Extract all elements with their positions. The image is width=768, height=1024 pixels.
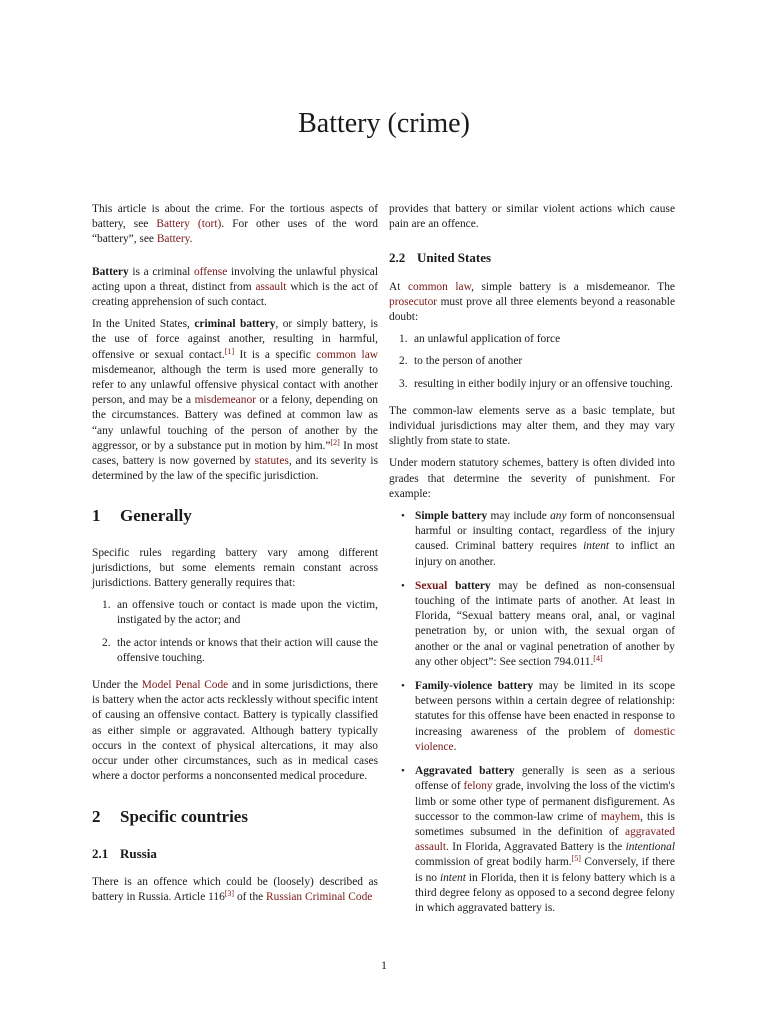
list-item-text: to the person of another <box>414 355 523 368</box>
text: which is the act of creating apprehension of such contact. <box>92 280 378 309</box>
text: , simple battery is a misdemeanor. The <box>471 280 675 293</box>
section-heading-specific-countries <box>92 806 378 826</box>
text: involving the unlawful physical acting upon a threat, distinct from <box>92 265 378 293</box>
template-paragraph: The common-law elements serve as a basic template, but individual jurisdictions may alter them, and they may vary slightly from state to state. <box>389 404 675 448</box>
text: At <box>389 280 408 293</box>
text: in Florida, then it is felony battery which is a third degree felony as opposed to a second degree felony in which aggravated battery is. <box>415 871 675 914</box>
term-battery: Battery <box>92 265 129 278</box>
us-overview-paragraph <box>92 317 378 484</box>
list-item-text: the actor intends or knows that their action will cause the offensive touching. <box>117 636 378 664</box>
subsection-heading-russia <box>92 846 378 861</box>
citation-5[interactable]: [5] <box>571 854 581 864</box>
citation-3[interactable]: [3] <box>224 889 235 899</box>
text: . <box>453 740 457 753</box>
section-number: 2 <box>92 806 101 826</box>
text: . For other uses of the word “battery”, see <box>92 218 378 246</box>
link-assault[interactable]: assault <box>255 280 287 293</box>
link-common-law[interactable]: common law <box>316 348 378 361</box>
us-elements-list <box>389 332 675 392</box>
link-battery[interactable]: Battery <box>156 233 190 246</box>
bullet-icon: • <box>401 765 405 778</box>
citation-4[interactable]: [4] <box>593 653 603 663</box>
us-common-law-paragraph <box>389 280 675 326</box>
text: to inflict an injury on another. <box>415 540 675 568</box>
link-aggravated-assault[interactable]: aggravated assault <box>415 825 675 854</box>
term: Aggravated battery <box>415 765 515 778</box>
link-russian-criminal-code[interactable]: Russian Criminal Code <box>266 891 373 904</box>
text: This article is about the crime. For the tortious aspects of battery, see <box>92 203 378 231</box>
text: In most cases, battery is now governed by <box>92 439 378 468</box>
list-item-text: resulting in either bodily injury or an offensive touching. <box>414 377 673 390</box>
left-column <box>92 202 378 912</box>
list-item-simple-battery <box>389 509 675 570</box>
link-battery-tort[interactable]: Battery (tort) <box>156 218 222 231</box>
section-title: Specific countries <box>120 806 248 826</box>
section-title: Generally <box>120 506 192 526</box>
list-marker: 3. <box>399 377 408 390</box>
text: commission of great bodily harm. <box>415 856 572 869</box>
text: It is a specific <box>234 348 317 361</box>
term: Simple battery <box>415 510 488 523</box>
list-item <box>389 332 675 347</box>
generally-paragraph: Specific rules regarding battery vary among different jurisdictions, but some elements remain constant across jurisdictions. Battery generally requires that: <box>92 546 378 590</box>
elements-list <box>92 598 378 666</box>
list-marker: 2. <box>102 636 111 649</box>
link-sexual[interactable]: Sexual <box>415 579 448 592</box>
subsection-title: Russia <box>120 845 157 861</box>
term-criminal-battery: criminal battery <box>194 318 276 331</box>
list-item <box>92 636 378 666</box>
list-item-sexual-battery <box>389 579 675 670</box>
link-prosecutor[interactable]: prosecutor <box>389 295 438 308</box>
section-heading-generally <box>92 506 378 526</box>
text: Conversely, if there is no <box>415 856 675 884</box>
list-marker: 1. <box>102 599 111 612</box>
page-number: 1 <box>381 958 387 972</box>
term: battery <box>447 579 491 592</box>
subsection-title: United States <box>417 250 492 266</box>
emphasis: any <box>550 510 567 523</box>
text: , and its severity is determined by the law of the specific jurisdiction. <box>92 455 379 483</box>
bullet-icon: • <box>401 680 405 693</box>
citation-1[interactable]: [1] <box>224 346 235 356</box>
list-marker: 1. <box>399 333 408 346</box>
text: misdemeanor, although the term is used more generally to refer to any unlawful offensive physical contact with another person, and may be a <box>92 363 378 407</box>
link-common-law[interactable]: common law <box>407 280 472 293</box>
emphasis: intentional <box>625 841 675 854</box>
statutory-grades-paragraph: Under modern statutory schemes, battery is often divided into grades that determine the severity of punishment. For example: <box>389 457 675 500</box>
text: . In Florida, Aggravated Battery is the <box>446 841 626 854</box>
text: may be defined as non-consensual touching of the intimate parts of another. At least in Florida, “Sexual battery means oral, anal, or vaginal penetration by, or union with, the sexual organ of another or the anal or vaginal penetration of another by any other object”: See section 794.011. <box>415 579 675 668</box>
subsection-number: 2.1 <box>92 845 109 861</box>
text: . <box>189 233 193 246</box>
link-statutes[interactable]: statutes <box>254 455 289 468</box>
model-penal-code-paragraph <box>92 678 378 784</box>
list-item-text: an unlawful application of force <box>414 333 561 346</box>
text: of the <box>234 891 267 904</box>
text: generally is seen as a serious offense of <box>415 765 675 793</box>
list-item-text: an offensive touch or contact is made upon the victim, instigated by the actor; and <box>117 599 378 627</box>
right-column <box>389 202 675 925</box>
subsection-heading-united-states <box>389 250 675 265</box>
link-offense[interactable]: offense <box>193 265 228 278</box>
emphasis: intent <box>583 540 610 553</box>
text: In the United States, <box>92 318 195 331</box>
article-title: Battery (crime) <box>298 108 470 139</box>
citation-2[interactable]: [2] <box>330 437 340 447</box>
text: may include <box>487 510 551 523</box>
battery-grades-list <box>389 509 675 916</box>
emphasis: intent <box>439 871 466 884</box>
russia-paragraph-continued: provides that battery or similar violent actions which cause pain are an offence. <box>389 203 675 231</box>
text: must prove all three elements beyond a reasonable doubt: <box>389 295 675 324</box>
list-item-aggravated-battery <box>389 764 675 916</box>
russia-paragraph <box>92 875 378 905</box>
term: Family-violence battery <box>415 680 534 693</box>
text: grade, involving the loss of the victim's limb or some other type of permanent disfigurement. As successor to the common-law crime of <box>415 780 675 823</box>
text: may be limited in its scope between persons within a certain degree of relationship: statutes for this offense have been enacted in response to increasing awareness of the problem of <box>415 680 676 738</box>
link-domestic-violence[interactable]: domestic violence <box>415 725 675 753</box>
intro-paragraph <box>92 265 378 311</box>
bullet-icon: • <box>401 579 405 592</box>
link-felony[interactable]: felony <box>463 780 493 793</box>
text: is a criminal <box>128 265 194 278</box>
text: form of nonconsensual harmful or insulting contact, regardless of the injury caused. Criminal battery requires <box>415 510 675 553</box>
link-model-penal-code[interactable]: Model Penal Code <box>141 679 229 692</box>
text: , this is sometimes subsumed in the definition of <box>415 810 675 838</box>
text: or a felony, depending on the circumstances. Battery was defined at common law as “any unlawful touching of the person of another by the aggressor, or by a substance put in motion by him.” <box>92 394 378 452</box>
link-misdemeanor[interactable]: misdemeanor <box>194 394 256 407</box>
list-item <box>389 354 675 369</box>
text: There is an offence which could be (loosely) described as battery in Russia. Article 116 <box>92 875 378 904</box>
text: Under the <box>92 679 142 692</box>
text: and in some jurisdictions, there is battery when the actor acts recklessly without specific intent of causing an offensive contact. Battery is typically classified as either simple or aggravated. Although battery typically occurs in the context of physical altercations, it may also occur under other circumstances, such as in medical cases where a doctor performs a nonconsented medical procedure. <box>92 679 378 783</box>
text: , or simply battery, is the use of force against another, resulting in harmful, offensive or sexual contact. <box>92 318 378 361</box>
list-item <box>92 598 378 628</box>
list-marker: 2. <box>399 355 408 368</box>
subsection-number: 2.2 <box>389 250 406 266</box>
hatnote <box>92 202 378 248</box>
list-item <box>389 377 675 392</box>
section-number: 1 <box>92 506 101 526</box>
list-item-family-violence-battery <box>389 679 675 755</box>
bullet-icon: • <box>401 510 405 523</box>
link-mayhem[interactable]: mayhem <box>600 810 641 823</box>
